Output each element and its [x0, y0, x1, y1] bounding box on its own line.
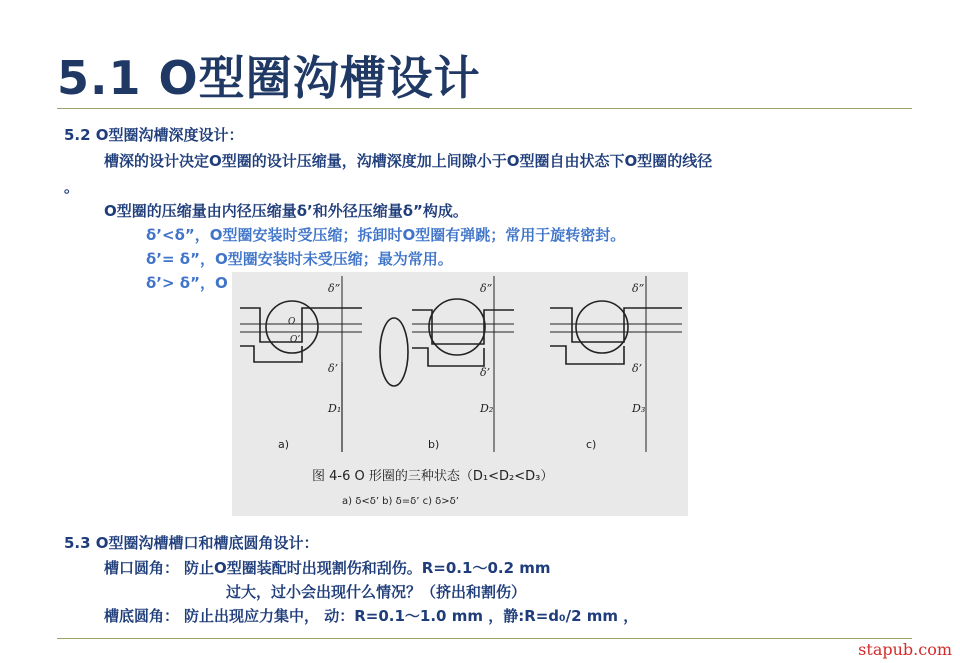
- groove-bottom-label: 槽底圆角：: [104, 607, 180, 625]
- delta-prime-mark-b: δ’: [480, 366, 491, 379]
- center-mark-o-prime: O’: [290, 335, 301, 345]
- d3-mark: D₃: [632, 402, 646, 415]
- section-5-3-heading: 5.3 O型圈沟槽槽口和槽底圆角设计：: [64, 534, 319, 552]
- footer-divider: [57, 638, 912, 639]
- figure-subcaption: a) δ<δ’ b) δ=δ’ c) δ>δ’: [342, 496, 459, 507]
- panel-a-label: a): [278, 438, 290, 451]
- case-b-text: δ’= δ”，O型圈安装时未受压缩；最为常用。: [146, 250, 453, 268]
- groove-depth-paragraph-line2: 。: [64, 178, 80, 196]
- delta-prime-mark-a: δ’: [328, 362, 339, 375]
- section-5-2-heading: 5.2 O型圈沟槽深度设计：: [64, 126, 244, 144]
- center-mark-o: O: [288, 317, 296, 327]
- groove-mouth-question: 过大，过小会出现什么情况？（挤出和割伤）: [226, 583, 527, 601]
- delta-double-prime-mark-c: δ”: [632, 282, 645, 295]
- figure-caption: 图 4-6 O 形圈的三种状态（D₁<D₂<D₃）: [312, 469, 554, 484]
- delta-double-prime-mark-a: δ”: [328, 282, 341, 295]
- oring-states-figure: [232, 272, 688, 516]
- delta-double-prime-mark-b: δ”: [480, 282, 493, 295]
- groove-mouth-text: 防止O型圈装配时出现割伤和刮伤。R=0.1～0.2 mm: [184, 559, 551, 577]
- case-a-text: δ’<δ”，O型圈安装时受压缩；拆卸时O型圈有弹跳；常用于旋转密封。: [146, 226, 626, 244]
- case-c-text: δ’> δ”，O: [146, 274, 228, 292]
- panel-c-label: c): [586, 438, 597, 451]
- groove-mouth-label: 槽口圆角：: [104, 559, 180, 577]
- delta-prime-mark-c: δ’: [632, 362, 643, 375]
- oring-diagram: [232, 272, 688, 516]
- groove-bottom-text: 防止出现应力集中， 动：R=0.1～1.0 mm ，静:R=d₀/2 mm ，: [184, 607, 639, 625]
- d1-mark: D₁: [328, 402, 342, 415]
- d2-mark: D₂: [480, 402, 494, 415]
- watermark-text: stapub.com: [858, 640, 952, 659]
- title-divider: [57, 108, 912, 109]
- panel-b-label: b): [428, 438, 440, 451]
- groove-depth-paragraph-line1: 槽深的设计决定O型圈的设计压缩量，沟槽深度加上间隙小于O型圈自由状态下O型圈的线径: [104, 152, 713, 170]
- compression-composition-text: O型圈的压缩量由内径压缩量δ’和外径压缩量δ”构成。: [104, 202, 468, 220]
- page-title: 5.1 O型圈沟槽设计: [57, 51, 481, 105]
